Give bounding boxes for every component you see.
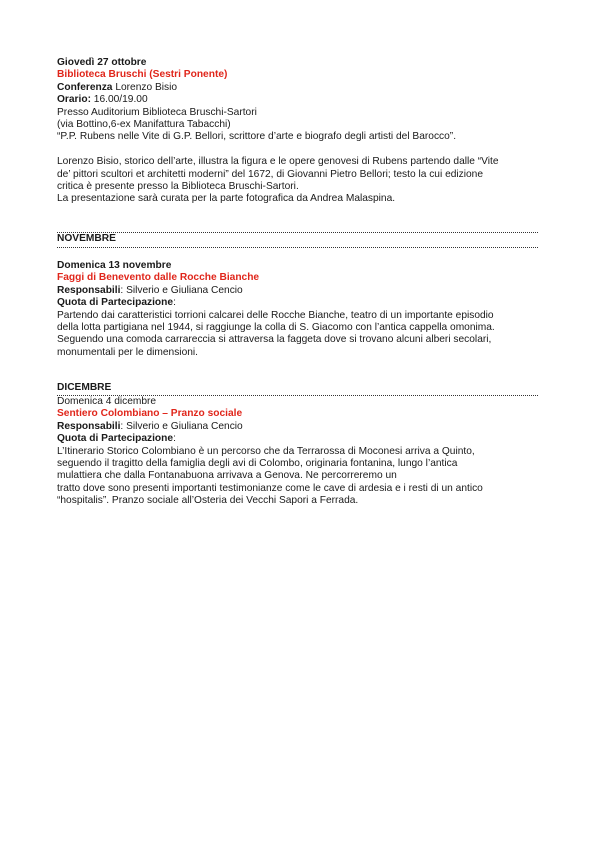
- time-label: Orario:: [57, 94, 91, 106]
- event-text-line: Partendo dai caratteristici torrioni calcarei delle Rocche Bianche, teatro di un importante episodio: [57, 309, 494, 321]
- event-december: [57, 396, 537, 508]
- resp-value: : Silverio e Giuliana Cencio: [120, 284, 243, 296]
- quota-label: Quota di Partecipazione: [57, 433, 174, 445]
- event-text-line: Seguendo una comoda carrareccia si attraversa la faggeta dove si trovano alcuni alberi secolari,: [57, 334, 492, 346]
- quota-colon: :: [173, 433, 176, 445]
- conference-label: Conferenza: [57, 81, 113, 93]
- event-responsabili: [57, 421, 537, 433]
- section-title: NOVEMBRE: [57, 233, 116, 244]
- event-desc-line: La presentazione sarà curata per la parte fotografica da Andrea Malaspina.: [57, 193, 396, 205]
- event-november: [57, 260, 537, 359]
- event-text-line: “hospitalis”. Pranzo sociale all’Osteria dei Vecchi Sapori a Ferrada.: [57, 495, 359, 507]
- event-quota: [57, 297, 537, 309]
- section-header-dicembre: DICEMBRE: [57, 382, 112, 393]
- conference-speaker: Lorenzo Bisio: [112, 81, 178, 93]
- event-quota: [57, 433, 537, 445]
- event-text-line: mulattiera che dalla Fontanabuona arrivava a Genova. Ne percorreremo un: [57, 470, 397, 482]
- event-time: [57, 94, 537, 106]
- section-header-novembre: [57, 232, 538, 248]
- resp-label: Responsabili: [57, 284, 121, 296]
- time-value: 16.00/19.00: [90, 94, 148, 106]
- event-text-line: tratto dove sono presenti importanti testimonianze come le cave di ardesia e i resti di un antico: [57, 482, 483, 494]
- event-text-line: monumentali per le dimensioni.: [57, 346, 198, 358]
- quota-colon: :: [173, 297, 176, 309]
- event-venue: Biblioteca Bruschi (Sestri Ponente): [57, 69, 228, 81]
- event-date: Domenica 4 dicembre: [57, 396, 157, 407]
- resp-label: Responsabili: [57, 420, 121, 432]
- event-desc-line: de’ pittori scultori et architetti moderni” del 1672, di Giovanni Pietro Bellori; testo la cui edizione: [57, 168, 484, 180]
- event-date: Giovedì 27 ottobre: [57, 57, 147, 68]
- event-responsabili: [57, 285, 537, 297]
- event-place-1: Presso Auditorium Biblioteca Bruschi-Sartori: [57, 106, 257, 118]
- quota-label: Quota di Partecipazione: [57, 297, 174, 309]
- event-text-line: della lotta partigiana nel 1944, si raggiunge la colla di S. Giacomo con l’antica cappella omonima.: [57, 322, 495, 334]
- event-text-line: L’Itinerario Storico Colombiano è un percorso che da Terrarossa di Moconesi arriva a Quinto,: [57, 445, 475, 457]
- event-desc-line: critica è presente presso la Biblioteca Bruschi-Sartori.: [57, 181, 299, 193]
- event-conference: [57, 82, 537, 94]
- event-text-line: seguendo il tragitto della famiglia degli avi di Colombo, originaria fontanina, lungo l’antica: [57, 458, 458, 470]
- event-title-quote: “P.P. Rubens nelle Vite di G.P. Bellori, scrittore d’arte e biografo degli artisti del Barocco”.: [57, 131, 457, 143]
- resp-value: : Silverio e Giuliana Cencio: [120, 420, 243, 432]
- event-desc-line: Lorenzo Bisio, storico dell’arte, illustra la figura e le opere genovesi di Rubens partendo dalle “Vite: [57, 156, 499, 168]
- event-date: Domenica 13 novembre: [57, 260, 172, 271]
- event-title: Faggi di Benevento dalle Rocche Bianche: [57, 272, 260, 284]
- event-place-2: (via Bottino,6-ex Manifattura Tabacchi): [57, 119, 231, 131]
- event-title: Sentiero Colombiano – Pranzo sociale: [57, 408, 243, 420]
- event-october: [57, 57, 537, 206]
